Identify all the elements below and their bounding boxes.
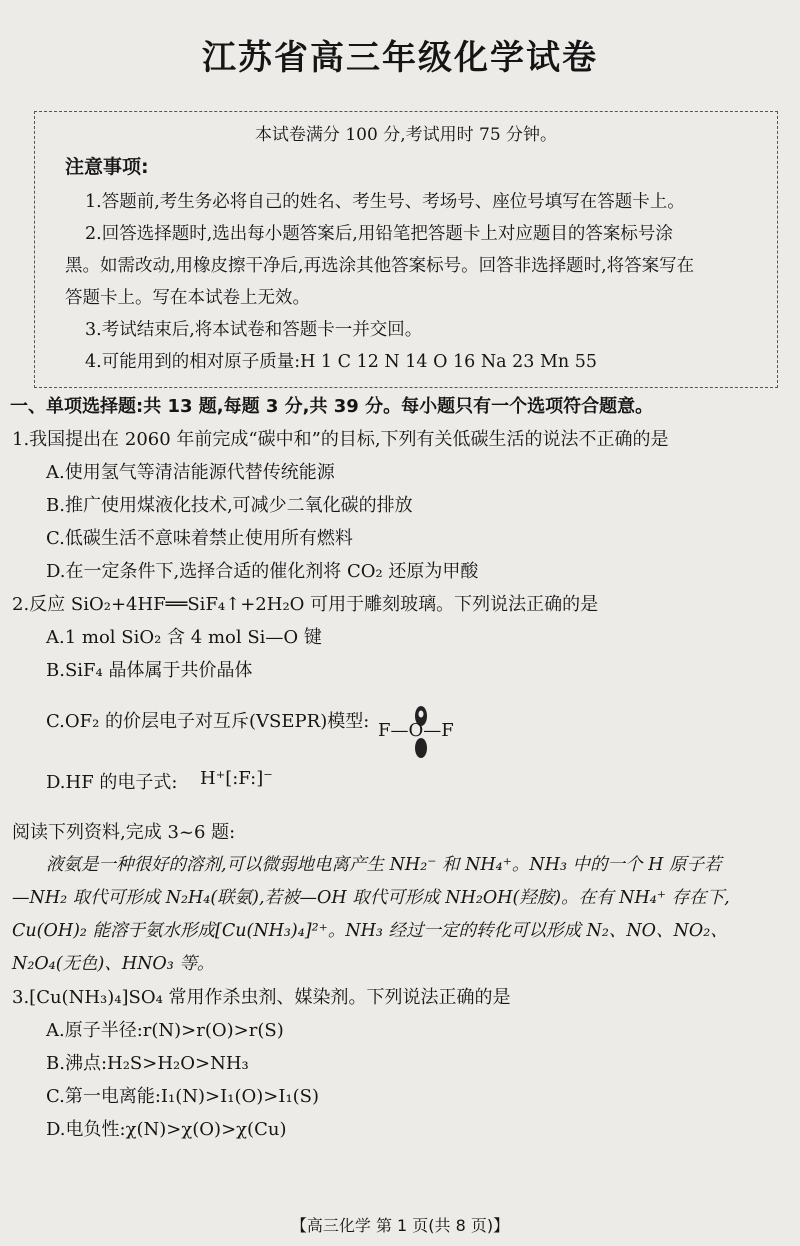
q3-option-b: B.沸点:H₂S>H₂O>NH₃	[46, 1053, 249, 1074]
exam-title: 江苏省高三年级化学试卷	[202, 38, 598, 78]
notice-item-2-end: 答题卡上。写在本试卷上无效。	[65, 288, 310, 308]
q2-option-c: C.OF₂ 的价层电子对互斥(VSEPR)模型:	[46, 711, 370, 732]
q1-option-b: B.推广使用煤液化技术,可减少二氧化碳的排放	[46, 495, 413, 516]
q3-option-a: A.原子半径:r(N)>r(O)>r(S)	[46, 1020, 284, 1041]
notice-item-1: 1.答题前,考生务必将自己的姓名、考生号、考场号、座位号填写在答题卡上。	[85, 192, 685, 212]
q2-option-b: B.SiF₄ 晶体属于共价晶体	[46, 660, 253, 681]
notice-item-3: 3.考试结束后,将本试卷和答题卡一并交回。	[85, 320, 423, 340]
reading-line-3: Cu(OH)₂ 能溶于氨水形成[Cu(NH₃)₄]²⁺。NH₃ 经过一定的转化可以形成 N₂、NO、NO₂、	[12, 921, 728, 941]
reading-line-4: N₂O₄(无色)、HNO₃ 等。	[12, 954, 215, 974]
q2-option-a: A.1 mol SiO₂ 含 4 mol Si—O 键	[46, 627, 322, 648]
notice-item-2: 2.回答选择题时,选出每小题答案后,用铅笔把答题卡上对应题目的答案标号涂	[85, 224, 673, 244]
reading-intro: 阅读下列资料,完成 3~6 题:	[12, 822, 236, 843]
q2-stem: 2.反应 SiO₂+4HF══SiF₄↑+2H₂O 可用于雕刻玻璃。下列说法正确的是	[12, 594, 599, 615]
notice-item-4: 4.可能用到的相对原子质量:H 1 C 12 N 14 O 16 Na 23 Mn 55	[85, 352, 598, 372]
q1-option-a: A.使用氢气等清洁能源代替传统能源	[46, 462, 335, 483]
notice-title: 注意事项:	[65, 156, 149, 178]
q1-option-c: C.低碳生活不意味着禁止使用所有燃料	[46, 528, 353, 549]
q3-option-d: D.电负性:χ(N)>χ(O)>χ(Cu)	[46, 1119, 287, 1140]
notice-head: 本试卷满分 100 分,考试用时 75 分钟。	[254, 125, 558, 145]
vsepr-diagram	[378, 704, 468, 764]
reading-line-2: —NH₂ 取代可形成 N₂H₄(联氨),若被—OH 取代可形成 NH₂OH(羟胺)。在有 NH₄⁺ 存在下,	[12, 888, 730, 908]
q1-option-d: D.在一定条件下,选择合适的催化剂将 CO₂ 还原为甲酸	[46, 561, 479, 582]
q3-stem: 3.[Cu(NH₃)₄]SO₄ 常用作杀虫剂、媒染剂。下列说法正确的是	[12, 987, 511, 1008]
q3-option-c: C.第一电离能:I₁(N)>I₁(O)>I₁(S)	[46, 1086, 320, 1107]
hf-lewis-formula: H⁺[:F:]⁻	[200, 768, 273, 789]
page-footer: 【高三化学 第 1 页(共 8 页)】	[290, 1216, 510, 1235]
q1-stem: 1.我国提出在 2060 年前完成“碳中和”的目标,下列有关低碳生活的说法不正确的是	[12, 429, 669, 450]
vsepr-formula: F—O—F	[378, 720, 454, 741]
notice-box	[34, 111, 778, 388]
notice-item-2-cont: 黑。如需改动,用橡皮擦干净后,再选涂其他答案标号。回答非选择题时,将答案写在	[65, 256, 695, 276]
section-heading: 一、单项选择题:共 13 题,每题 3 分,共 39 分。每小题只有一个选项符合题意。	[10, 396, 654, 417]
q2-option-d: D.HF 的电子式:	[46, 772, 178, 793]
reading-line-1: 液氨是一种很好的溶剂,可以微弱地电离产生 NH₂⁻ 和 NH₄⁺。NH₃ 中的一个 H 原子若	[46, 855, 722, 875]
